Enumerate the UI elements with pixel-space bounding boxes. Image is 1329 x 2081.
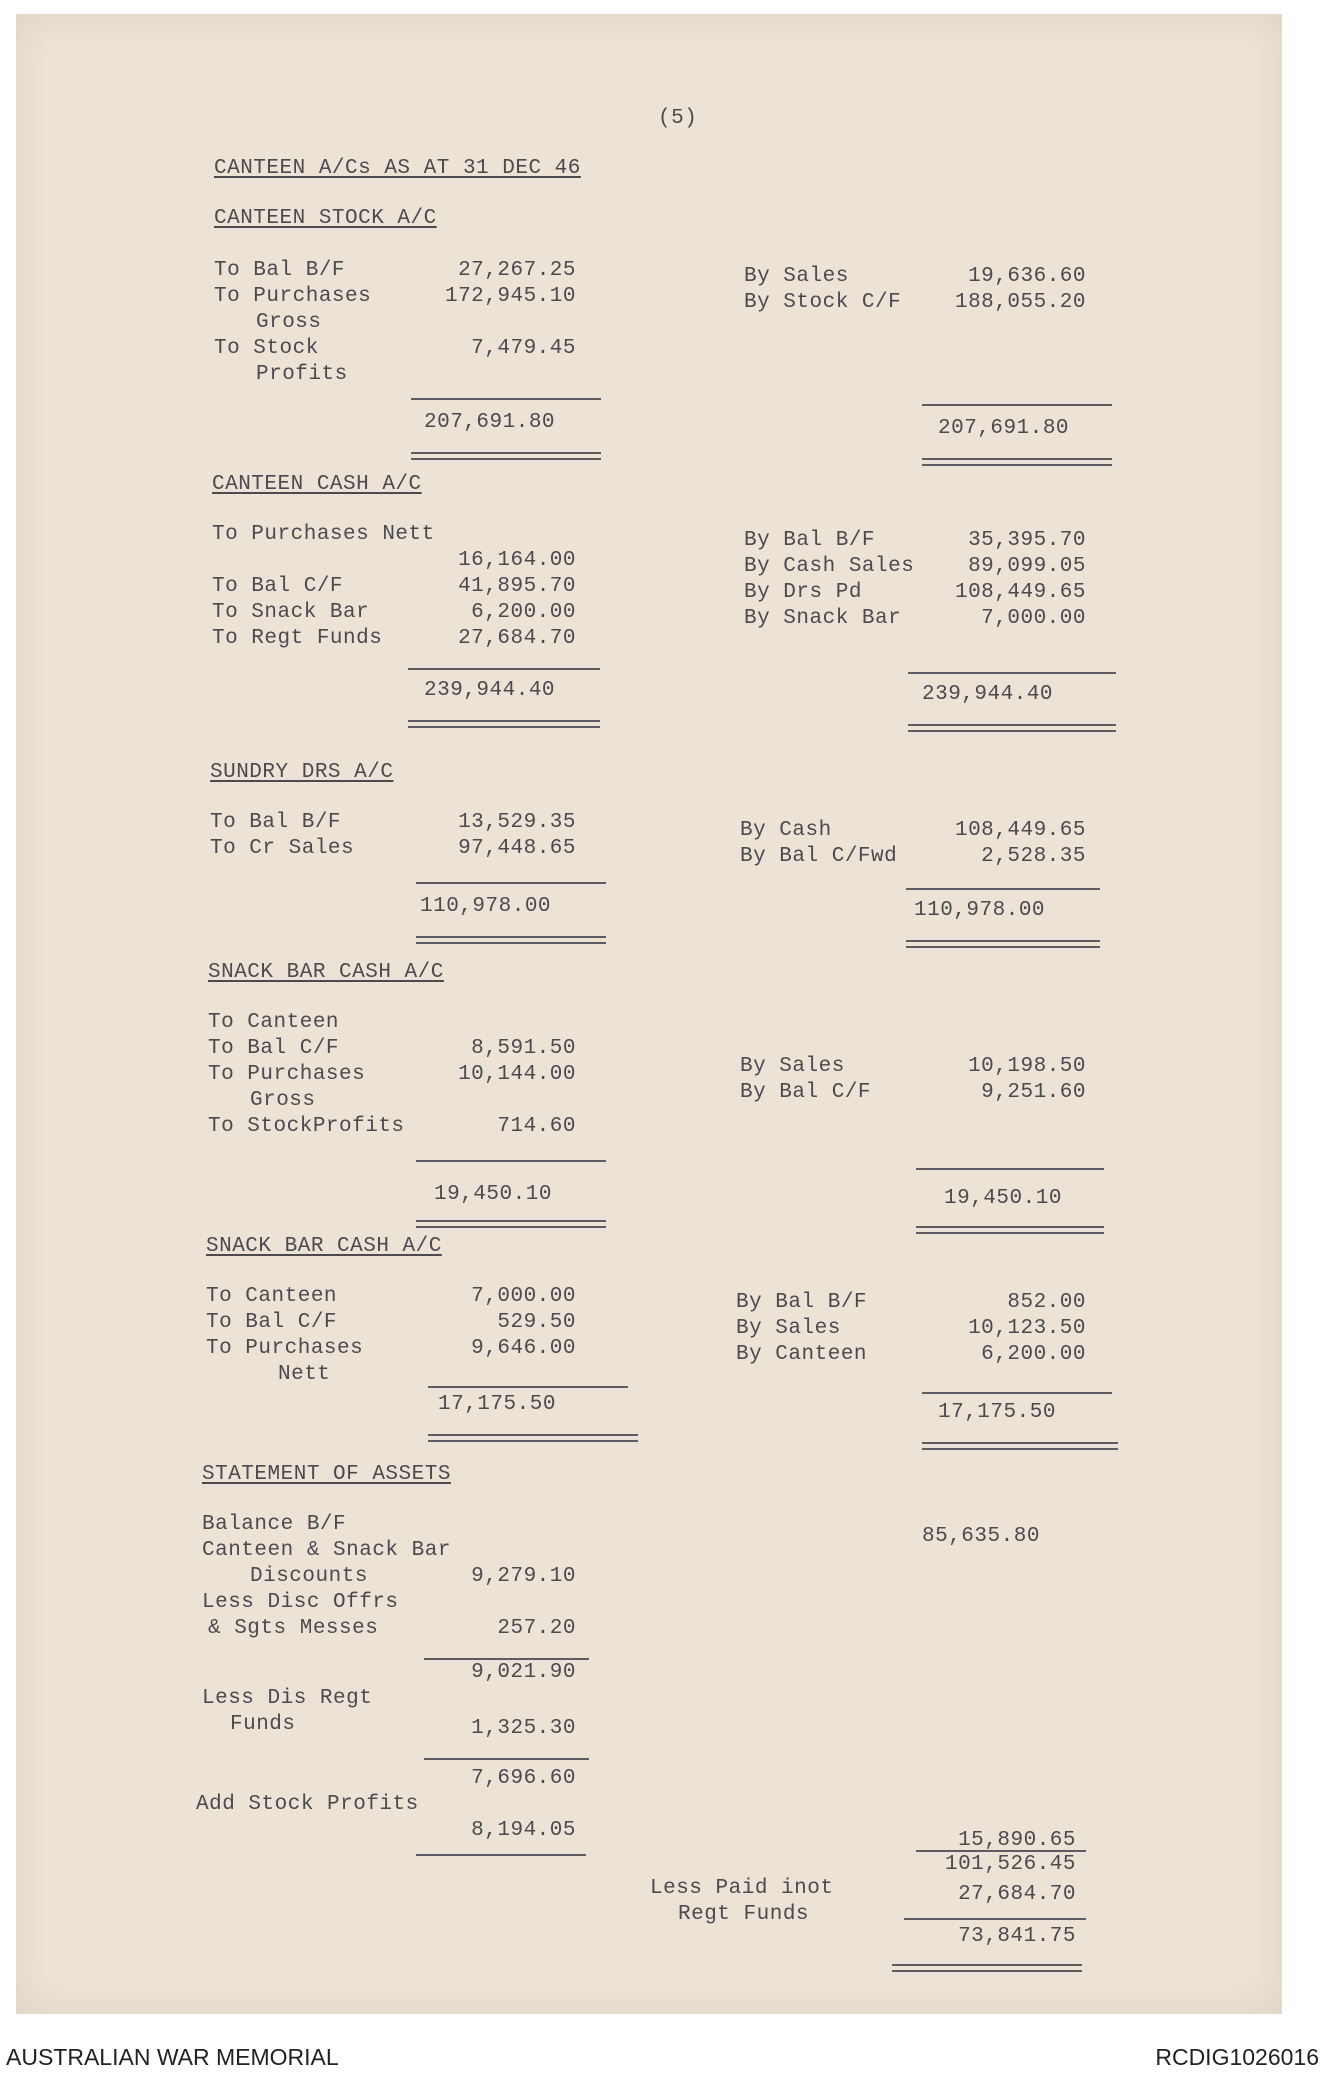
double-rule bbox=[416, 936, 606, 944]
statement-line-amount: 9,279.10 bbox=[471, 1565, 576, 1588]
ledger-label: By Bal B/F bbox=[736, 1291, 868, 1314]
ledger-label: By Sales bbox=[740, 1055, 845, 1078]
snack-bar-cash-heading: SNACK BAR CASH A/C bbox=[206, 1235, 442, 1258]
statement-line-amount: 257.20 bbox=[497, 1617, 576, 1640]
ledger-label: By Stock C/F bbox=[744, 291, 902, 314]
ledger-amount: 9,251.60 bbox=[981, 1081, 1086, 1104]
canteen-stock-total-left: 207,691.80 bbox=[424, 411, 556, 434]
ledger-amount: 10,123.50 bbox=[968, 1317, 1086, 1340]
ledger-amount: 172,945.10 bbox=[444, 285, 576, 308]
rule bbox=[916, 1850, 1086, 1852]
ledger-amount: 9,646.00 bbox=[471, 1337, 576, 1360]
double-rule bbox=[922, 458, 1112, 466]
statement-line-label: Canteen & Snack Bar bbox=[202, 1539, 451, 1562]
footer-institution: AUSTRALIAN WAR MEMORIAL bbox=[6, 2044, 339, 2070]
ledger-amount: 8,591.50 bbox=[471, 1037, 576, 1060]
document-page bbox=[16, 14, 1282, 2014]
archive-footer bbox=[0, 2044, 1329, 2074]
double-rule bbox=[906, 940, 1100, 948]
statement-line-label: Add Stock Profits bbox=[196, 1793, 419, 1816]
ledger-label: To Canteen bbox=[206, 1285, 338, 1308]
sundry-drs-total-right: 110,978.00 bbox=[914, 899, 1046, 922]
ledger-amount: 852.00 bbox=[1007, 1291, 1086, 1314]
statement-balance-amount: 85,635.80 bbox=[922, 1525, 1040, 1548]
statement-line-amount: 1,325.30 bbox=[471, 1717, 576, 1740]
ledger-label: By Canteen bbox=[736, 1343, 868, 1366]
double-rule bbox=[416, 1220, 606, 1228]
ledger-label: By Sales bbox=[736, 1317, 841, 1340]
ledger-label: To Bal B/F bbox=[210, 811, 342, 834]
ledger-label: To Bal B/F bbox=[214, 259, 346, 282]
ledger-label: To Purchases Nett bbox=[212, 523, 435, 546]
statement-less-paid-amount: 27,684.70 bbox=[958, 1883, 1076, 1906]
canteen-cash-total-right: 239,944.40 bbox=[922, 683, 1054, 706]
double-rule bbox=[411, 452, 601, 460]
ledger-amount: 188,055.20 bbox=[954, 291, 1086, 314]
snack-bar-stock-total-left: 19,450.10 bbox=[434, 1183, 552, 1206]
statement-line-amount: 8,194.05 bbox=[471, 1819, 576, 1842]
ledger-amount: 89,099.05 bbox=[968, 555, 1086, 578]
page-title: CANTEEN A/Cs AS AT 31 DEC 46 bbox=[214, 157, 581, 180]
rule bbox=[416, 1160, 606, 1162]
ledger-label: To Purchases bbox=[208, 1063, 366, 1086]
ledger-label: Gross bbox=[250, 1089, 316, 1112]
ledger-amount: 529.50 bbox=[497, 1311, 576, 1334]
ledger-amount: 27,684.70 bbox=[458, 627, 576, 650]
page-number: (5) bbox=[658, 107, 698, 130]
rule bbox=[416, 1854, 586, 1856]
statement-line-label: Discounts bbox=[250, 1565, 368, 1588]
statement-heading: STATEMENT OF ASSETS bbox=[202, 1463, 451, 1486]
rule bbox=[922, 1392, 1112, 1394]
double-rule bbox=[908, 724, 1116, 732]
ledger-amount: 2,528.35 bbox=[981, 845, 1086, 868]
statement-final-total: 73,841.75 bbox=[958, 1925, 1076, 1948]
ledger-amount: 6,200.00 bbox=[471, 601, 576, 624]
rule bbox=[904, 1918, 1086, 1920]
double-rule bbox=[916, 1226, 1104, 1234]
ledger-amount: 7,000.00 bbox=[981, 607, 1086, 630]
rule bbox=[416, 882, 606, 884]
rule bbox=[922, 404, 1112, 406]
ledger-amount: 19,636.60 bbox=[968, 265, 1086, 288]
rule bbox=[424, 1758, 589, 1760]
statement-less-paid-line1: Less Paid inot bbox=[650, 1877, 834, 1900]
sundry-drs-heading: SUNDRY DRS A/C bbox=[210, 761, 394, 784]
double-rule bbox=[892, 1964, 1082, 1972]
ledger-label: Gross bbox=[256, 311, 322, 334]
snack-bar-stock-total-right: 19,450.10 bbox=[944, 1187, 1062, 1210]
snack-bar-stock-heading: SNACK BAR CASH A/C bbox=[208, 961, 444, 984]
statement-line-label: Less Disc Offrs bbox=[202, 1591, 399, 1614]
double-rule bbox=[922, 1442, 1118, 1450]
footer-reference-id: RCDIG1026016 bbox=[1155, 2044, 1319, 2070]
ledger-label: To Stock bbox=[214, 337, 319, 360]
ledger-label: To Snack Bar bbox=[212, 601, 370, 624]
statement-line-amount: 7,696.60 bbox=[471, 1767, 576, 1790]
statement-line-amount: 9,021.90 bbox=[471, 1661, 576, 1684]
canteen-stock-heading: CANTEEN STOCK A/C bbox=[214, 207, 437, 230]
rule bbox=[916, 1168, 1104, 1170]
ledger-label: By Cash Sales bbox=[744, 555, 915, 578]
statement-line-label: Less Dis Regt bbox=[202, 1687, 373, 1710]
ledger-label: To Cr Sales bbox=[210, 837, 355, 860]
sundry-drs-total-left: 110,978.00 bbox=[420, 895, 552, 918]
ledger-label: By Drs Pd bbox=[744, 581, 862, 604]
ledger-amount: 35,395.70 bbox=[968, 529, 1086, 552]
ledger-amount: 7,000.00 bbox=[471, 1285, 576, 1308]
rule bbox=[908, 672, 1116, 674]
statement-balance-label: Balance B/F bbox=[202, 1513, 347, 1536]
ledger-amount: 41,895.70 bbox=[458, 575, 576, 598]
ledger-amount: 27,267.25 bbox=[458, 259, 576, 282]
canteen-stock-total-right: 207,691.80 bbox=[938, 417, 1070, 440]
ledger-amount: 108,449.65 bbox=[954, 819, 1086, 842]
rule bbox=[411, 398, 601, 400]
canteen-cash-total-left: 239,944.40 bbox=[424, 679, 556, 702]
rule bbox=[428, 1386, 628, 1388]
double-rule bbox=[408, 720, 600, 728]
ledger-label: To Bal C/F bbox=[206, 1311, 338, 1334]
statement-right-b: 101,526.45 bbox=[944, 1853, 1076, 1876]
statement-less-paid-line2: Regt Funds bbox=[678, 1903, 810, 1926]
statement-line-label: Funds bbox=[230, 1713, 296, 1736]
ledger-label: To Purchases bbox=[206, 1337, 364, 1360]
ledger-amount: 714.60 bbox=[497, 1115, 576, 1138]
double-rule bbox=[428, 1434, 638, 1442]
statement-line-label: & Sgts Messes bbox=[208, 1617, 379, 1640]
ledger-label: To StockProfits bbox=[208, 1115, 405, 1138]
ledger-amount: 7,479.45 bbox=[471, 337, 576, 360]
ledger-label: Nett bbox=[278, 1363, 331, 1386]
ledger-label: By Sales bbox=[744, 265, 849, 288]
statement-right-a: 15,890.65 bbox=[958, 1829, 1076, 1852]
ledger-label: To Bal C/F bbox=[208, 1037, 340, 1060]
ledger-label: By Bal B/F bbox=[744, 529, 876, 552]
ledger-amount: 97,448.65 bbox=[458, 837, 576, 860]
ledger-label: By Cash bbox=[740, 819, 832, 842]
ledger-amount: 108,449.65 bbox=[954, 581, 1086, 604]
snack-bar-cash-total-right: 17,175.50 bbox=[938, 1401, 1056, 1424]
ledger-amount: 13,529.35 bbox=[458, 811, 576, 834]
rule bbox=[906, 888, 1100, 890]
ledger-amount: 16,164.00 bbox=[458, 549, 576, 572]
ledger-label: To Bal C/F bbox=[212, 575, 344, 598]
ledger-label: Profits bbox=[256, 363, 348, 386]
ledger-label: To Purchases bbox=[214, 285, 372, 308]
ledger-amount: 6,200.00 bbox=[981, 1343, 1086, 1366]
ledger-label: By Snack Bar bbox=[744, 607, 902, 630]
ledger-label: By Bal C/F bbox=[740, 1081, 872, 1104]
ledger-label: To Regt Funds bbox=[212, 627, 383, 650]
ledger-amount: 10,198.50 bbox=[968, 1055, 1086, 1078]
ledger-label: To Canteen bbox=[208, 1011, 340, 1034]
ledger-label: By Bal C/Fwd bbox=[740, 845, 898, 868]
canteen-cash-heading: CANTEEN CASH A/C bbox=[212, 473, 422, 496]
rule bbox=[408, 668, 600, 670]
snack-bar-cash-total-left: 17,175.50 bbox=[438, 1393, 556, 1416]
ledger-amount: 10,144.00 bbox=[458, 1063, 576, 1086]
